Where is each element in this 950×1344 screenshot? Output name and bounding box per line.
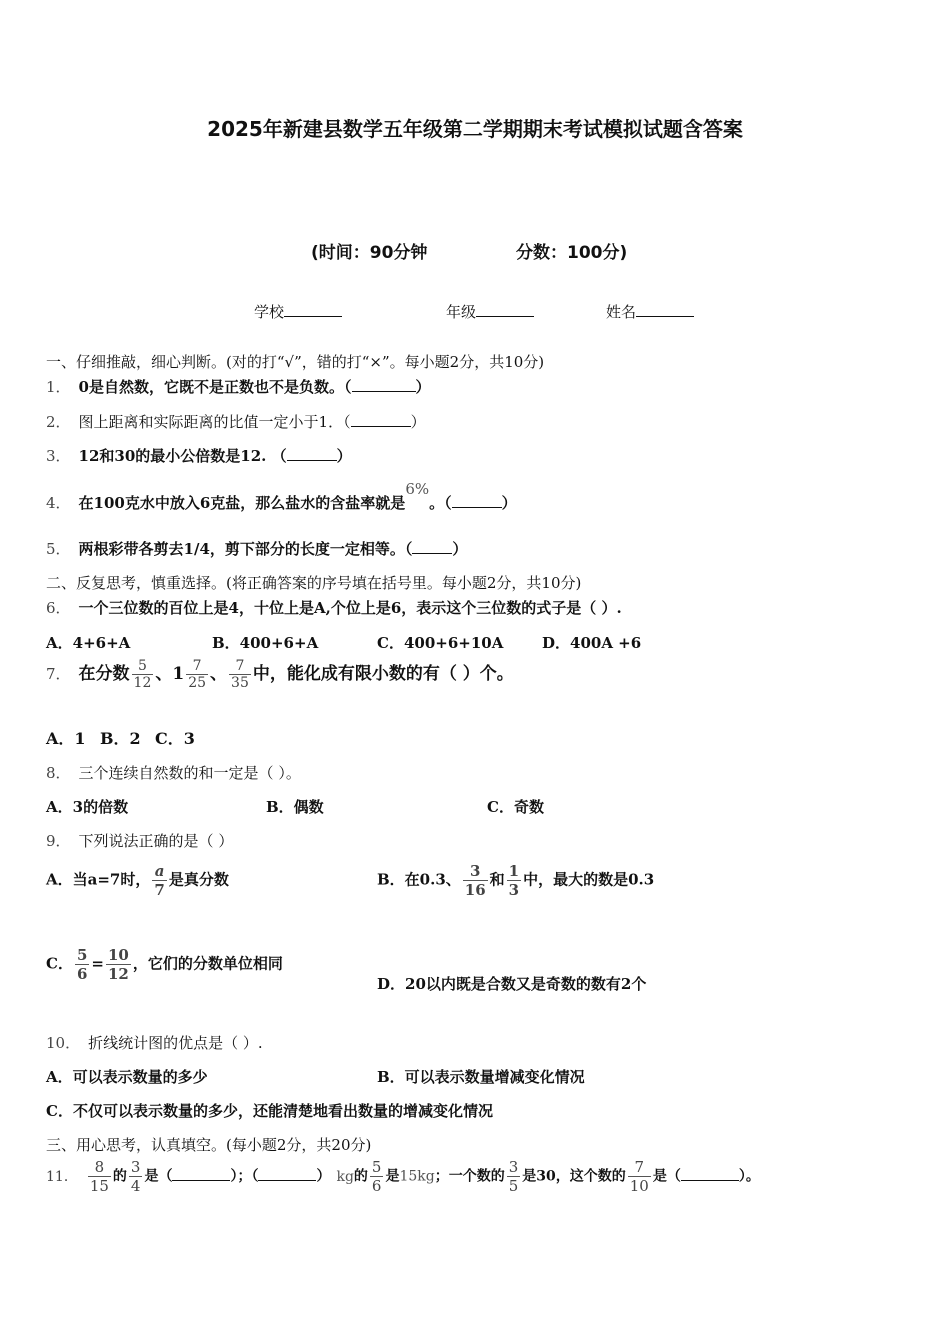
answer-blank[interactable] [258,1168,316,1181]
grade-blank[interactable] [476,304,534,317]
fraction: $\frac{1}{3}$ [508,862,520,899]
paren-close: ） [415,378,431,396]
q9-option-a[interactable] [46,862,229,899]
text: 是 [385,1168,400,1185]
paren-close: ） [336,447,352,465]
question-number: 9． [46,832,71,850]
answer-blank[interactable] [352,379,416,392]
answer-blank[interactable] [172,1168,230,1181]
text: ）。 [738,1168,760,1185]
q6-option-b[interactable]: B．400+6+A [212,634,319,652]
text: 是（ [652,1168,681,1185]
unit-value: 15kg [399,1168,435,1185]
question-10 [46,1032,263,1053]
fraction: $\frac{8}{15}$ [89,1158,109,1195]
question-text: 图上距离和实际距离的比值一定小于1．（ [78,413,351,431]
question-number: 5． [46,540,71,558]
question-text: 一个三位数的百位上是4，十位上是A,个位上是6，表示这个三位数的式子是（ ）. [78,599,622,617]
question-text: 0是自然数，它既不是正数也不是负数。（ [78,378,352,396]
question-number: 7． [46,665,71,683]
question-number: 4． [46,494,71,512]
q6-option-c[interactable]: C．400+6+10A [377,634,504,652]
question-4 [46,478,517,512]
question-tail: 。（ [429,494,452,512]
text: ；一个数的 [434,1168,505,1185]
question-text: 在100克水中放入6克盐，那么盐水的含盐率就是 [78,494,406,512]
paren-close: ） [452,540,468,558]
question-number: 3． [46,447,71,465]
separator: 、1 [155,664,185,684]
question-3 [46,445,352,466]
text: 的 [353,1168,368,1185]
question-6 [46,597,622,618]
answer-blank[interactable] [412,541,452,554]
question-1 [46,376,431,397]
text: ） [316,1168,331,1185]
question-number: 10． [46,1034,81,1052]
question-number: 8． [46,764,71,782]
section2-heading: 二、反复思考，慎重选择。(将正确答案的序号填在括号里。每小题2分，共10分) [46,574,582,592]
page-title: 2025年新建县数学五年级第二学期期末考试模拟试题含答案 [207,117,743,141]
question-number: 2． [46,413,71,431]
fraction: $\frac{5}{6}$ [76,946,88,983]
question-text: 折线统计图的优点是（ ）. [88,1034,263,1052]
question-number: 1． [46,378,71,396]
question-8 [46,762,301,783]
option-text: 和 [489,870,505,889]
fraction: $\frac{a}{7}$ [154,862,165,899]
text: 的 [112,1168,127,1185]
question-text: 12和30的最小公倍数是12. （ [78,447,287,465]
option-text: B．在0.3、 [377,870,461,889]
question-number: 6． [46,599,71,617]
text: 是（ [144,1168,173,1185]
q10-option-b[interactable]: B．可以表示数量增减变化情况 [377,1068,585,1086]
q6-option-a[interactable]: A．4+6+A [46,634,131,652]
school-blank[interactable] [284,304,342,317]
question-post: 中，能化成有限小数的有（ ）个。 [252,664,514,684]
answer-blank[interactable] [287,448,337,461]
option-text: 是真分数 [168,870,229,889]
option-text: = [91,954,104,973]
school-label: 学校 [254,303,285,321]
fraction: $\frac{3}{16}$ [464,862,486,899]
section1-heading: 一、仔细推敲，细心判断。(对的打“√”，错的打“×”。每小题2分，共10分) [46,353,545,371]
fraction: $\frac{3}{5}$ [508,1158,519,1195]
question-9 [46,830,233,851]
option-text: A．当a=7时， [46,870,151,889]
fraction: $\frac{10}{12}$ [107,946,129,983]
paren-close: ） [501,494,517,512]
q9-option-d[interactable]: D．20以内既是合数又是奇数的数有2个 [377,975,647,993]
paren-close: ） [410,413,426,431]
q8-option-a[interactable]: A．3的倍数 [46,798,129,816]
answer-blank[interactable] [681,1168,739,1181]
separator: 、 [210,664,228,684]
q8-option-b[interactable]: B．偶数 [266,798,324,816]
name-blank[interactable] [636,304,694,317]
question-text: 下列说法正确的是（ ） [78,832,234,850]
q10-option-a[interactable]: A．可以表示数量的多少 [46,1068,208,1086]
question-2 [46,411,426,432]
fraction: $\frac{7}{10}$ [629,1158,649,1195]
q9-option-b[interactable] [377,862,654,899]
name-field[interactable] [606,301,694,322]
grade-label: 年级 [446,303,477,321]
exam-time: (时间：90分钟 [311,243,428,263]
grade-field[interactable] [446,301,534,322]
option-text: ，它们的分数单位相同 [132,954,283,973]
exam-score: 分数：100分) [516,243,628,263]
q7-option-a[interactable]: A．1 [46,729,86,748]
question-number: 11． [46,1168,78,1185]
text: ）；（ [230,1168,259,1185]
answer-blank[interactable] [351,414,411,427]
question-text: 两根彩带各剪去1/4，剪下部分的长度一定相等。（ [78,540,413,558]
school-field[interactable] [254,301,342,322]
section3-heading: 三、用心思考，认真填空。(每小题2分，共20分) [46,1136,372,1154]
q6-option-d[interactable]: D．400A +6 [542,634,642,652]
fraction: $\frac{7}{35}$ [231,658,249,691]
q8-option-c[interactable]: C．奇数 [487,798,544,816]
fraction: $\frac{3}{4}$ [130,1158,141,1195]
fraction: $\frac{7}{25}$ [188,658,207,691]
q7-option-b[interactable]: B．2 [100,729,141,748]
option-text: 中，最大的数是0.3 [523,870,655,889]
fraction: $\frac{5}{6}$ [371,1158,382,1195]
percent-value: 6% [405,480,430,498]
question-pre: 在分数 [78,664,130,684]
q10-option-c[interactable]: C．不仅可以表示数量的多少，还能清楚地看出数量的增减变化情况 [46,1102,493,1120]
text: 是30，这个数的 [522,1168,626,1185]
unit: kg [336,1168,354,1185]
question-text: 三个连续自然数的和一定是（ ）。 [78,764,301,782]
question-11 [46,1158,760,1195]
answer-blank[interactable] [452,495,502,508]
question-5 [46,538,467,559]
option-text: C． [46,954,73,973]
fraction: $\frac{5}{12}$ [133,658,152,691]
q9-option-c[interactable] [46,946,283,983]
q7-option-c[interactable]: C．3 [155,729,195,748]
question-7 [46,658,514,691]
name-label: 姓名 [606,303,637,321]
